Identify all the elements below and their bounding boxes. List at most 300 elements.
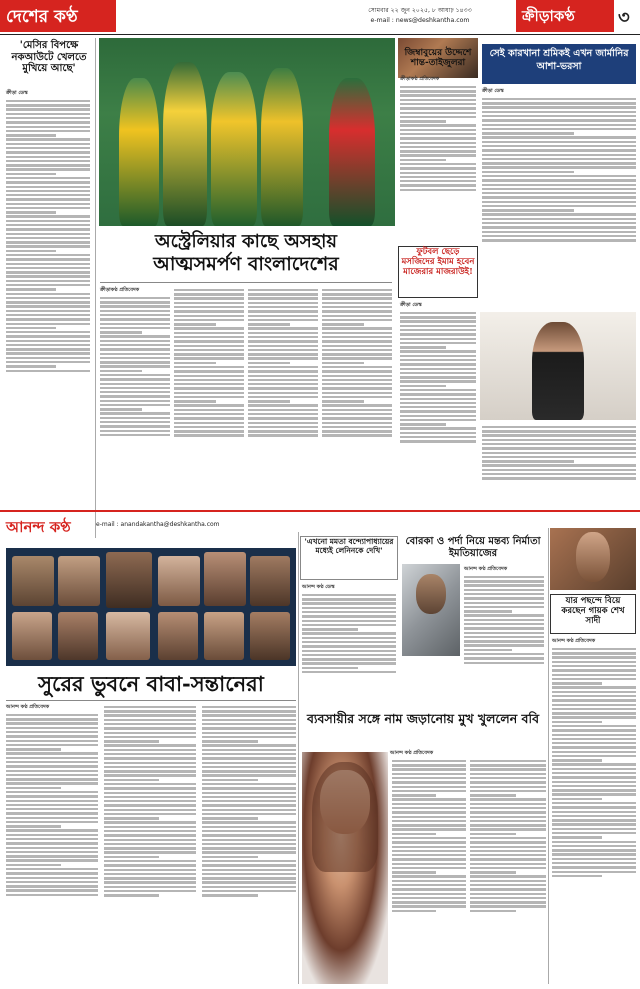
text-line: [552, 819, 636, 821]
text-line: [470, 760, 546, 762]
text-line: [104, 830, 196, 832]
ent-divider: [548, 528, 549, 984]
entertainment-section-title: আনন্দ কণ্ঠ: [6, 518, 71, 536]
footballer-figure: [532, 322, 584, 420]
text-line: [392, 884, 466, 886]
text-line: [552, 708, 636, 710]
text-line: [174, 289, 244, 291]
singer-portrait: [158, 612, 198, 660]
entertainment-email: e-mail : anandakantha@deshkantha.com: [96, 521, 220, 528]
text-line: [6, 250, 56, 252]
text-line: [104, 792, 196, 794]
text-line: [322, 349, 392, 351]
text-line: [6, 293, 90, 295]
text-line: [202, 886, 296, 888]
business-body-col1: [392, 758, 466, 984]
text-line: [6, 770, 98, 772]
text-line: [482, 124, 636, 126]
text-line: [6, 787, 61, 789]
text-line: [6, 271, 90, 273]
text-line: [174, 340, 244, 342]
text-line: [470, 764, 546, 766]
text-line: [400, 163, 476, 165]
text-line: [104, 813, 196, 815]
text-line: [470, 777, 546, 779]
text-line: [482, 213, 636, 215]
main-body-col1: [100, 295, 170, 505]
text-line: [302, 658, 396, 660]
text-line: [104, 749, 196, 751]
text-line: [6, 877, 98, 879]
singer-portrait: [58, 612, 98, 660]
business-body-col2: [470, 758, 546, 984]
text-line: [400, 436, 476, 438]
zimbabwe-body: [400, 84, 476, 240]
text-line: [400, 350, 476, 352]
text-line: [400, 359, 476, 361]
text-line: [400, 112, 476, 114]
text-line: [464, 640, 544, 642]
text-line: [322, 293, 392, 295]
text-line: [392, 880, 466, 882]
text-line: [6, 361, 90, 363]
text-line: [248, 293, 318, 295]
text-line: [392, 910, 436, 912]
text-line: [470, 794, 516, 796]
germany-headline-box: [482, 44, 636, 84]
text-line: [464, 610, 512, 612]
text-line: [174, 422, 244, 424]
text-line: [6, 177, 90, 179]
text-line: [100, 387, 170, 389]
text-line: [100, 370, 142, 372]
text-line: [552, 738, 636, 740]
text-line: [174, 353, 244, 355]
text-line: [464, 636, 544, 638]
text-line: [302, 654, 396, 656]
text-line: [552, 768, 636, 770]
text-line: [482, 239, 636, 241]
text-line: [174, 332, 244, 334]
text-line: [248, 434, 318, 436]
text-line: [6, 104, 90, 106]
text-line: [202, 796, 296, 798]
text-line: [470, 768, 546, 770]
text-line: [482, 469, 636, 471]
text-line: [104, 736, 196, 738]
text-line: [464, 619, 544, 621]
text-line: [392, 893, 466, 895]
text-line: [6, 314, 90, 316]
text-line: [6, 198, 90, 200]
text-line: [248, 302, 318, 304]
text-line: [482, 209, 574, 211]
text-line: [6, 117, 90, 119]
text-line: [552, 763, 636, 765]
text-line: [470, 858, 546, 860]
text-line: [202, 792, 296, 794]
text-line: [202, 732, 296, 734]
entertainment-main-headline: সুরের ভুবনে বাবা-সন্তানেরা: [38, 671, 264, 696]
text-line: [104, 817, 159, 819]
text-line: [202, 851, 296, 853]
text-line: [174, 327, 244, 329]
text-line: [400, 415, 476, 417]
text-line: [392, 841, 466, 843]
text-line: [400, 406, 476, 408]
text-line: [6, 851, 98, 853]
text-line: [482, 464, 636, 466]
text-line: [470, 828, 546, 830]
wedding-byline: আনন্দ কণ্ঠ প্রতিবেদক: [552, 638, 596, 644]
text-line: [6, 254, 90, 256]
text-line: [248, 409, 318, 411]
text-line: [552, 798, 602, 800]
text-line: [322, 375, 392, 377]
entertainment-main-col3: [202, 704, 296, 984]
text-line: [6, 889, 98, 891]
text-line: [100, 361, 170, 363]
text-line: [464, 649, 512, 651]
text-line: [400, 312, 476, 314]
text-line: [202, 890, 296, 892]
text-line: [104, 770, 196, 772]
text-line: [392, 768, 466, 770]
text-line: [174, 362, 216, 364]
text-line: [322, 430, 392, 432]
text-line: [322, 417, 392, 419]
football-body-2: [482, 424, 636, 506]
text-line: [202, 826, 296, 828]
text-line: [174, 434, 244, 436]
text-line: [552, 729, 636, 731]
text-line: [248, 426, 318, 428]
text-line: [482, 179, 636, 181]
text-line: [400, 142, 476, 144]
text-line: [470, 880, 546, 882]
text-line: [248, 310, 318, 312]
text-line: [104, 869, 196, 871]
main-byline: ক্রীড়াকণ্ঠ প্রতিবেদক: [100, 287, 140, 293]
text-line: [104, 787, 196, 789]
text-line: [248, 332, 318, 334]
text-line: [104, 774, 196, 776]
main-headline-line2: আত্মসমর্পণ বাংলাদেশের: [153, 253, 339, 275]
ent-divider: [298, 532, 299, 984]
text-line: [392, 863, 466, 865]
sheikh-sadi-face: [576, 532, 610, 582]
text-line: [470, 850, 546, 852]
text-line: [104, 714, 196, 716]
text-line: [552, 785, 636, 787]
text-line: [6, 881, 98, 883]
text-line: [482, 171, 574, 173]
text-line: [392, 807, 466, 809]
text-line: [552, 746, 636, 748]
text-line: [400, 427, 476, 429]
text-line: [322, 426, 392, 428]
text-line: [248, 353, 318, 355]
text-line: [6, 147, 90, 149]
text-line: [470, 854, 546, 856]
text-line: [202, 706, 296, 708]
text-line: [6, 186, 90, 188]
text-line: [552, 772, 636, 774]
text-line: [100, 297, 170, 299]
text-line: [322, 413, 392, 415]
text-line: [552, 742, 636, 744]
text-line: [392, 777, 466, 779]
text-line: [6, 744, 98, 746]
text-line: [400, 172, 476, 174]
text-line: [392, 790, 466, 792]
text-line: [302, 598, 396, 600]
text-line: [104, 766, 196, 768]
messi-body: [6, 98, 90, 496]
text-line: [100, 348, 170, 350]
text-line: [392, 833, 436, 835]
singer-portrait: [250, 612, 290, 660]
text-line: [6, 173, 56, 175]
text-line: [482, 188, 636, 190]
text-line: [400, 419, 476, 421]
text-line: [100, 310, 170, 312]
text-line: [302, 620, 396, 622]
text-line: [392, 867, 466, 869]
issue-date: সোমবার ২২ জুন ২০২৫, ৮ আষাঢ় ১৪৩৩: [368, 7, 472, 14]
text-line: [400, 124, 476, 126]
text-line: [248, 340, 318, 342]
text-line: [392, 760, 466, 762]
text-line: [400, 320, 476, 322]
text-line: [400, 410, 476, 412]
text-line: [104, 740, 159, 742]
text-line: [6, 752, 98, 754]
text-line: [482, 477, 636, 479]
player-figure: [261, 68, 303, 226]
text-line: [6, 280, 90, 282]
text-line: [100, 378, 170, 380]
text-line: [6, 774, 98, 776]
text-line: [6, 160, 90, 162]
text-line: [400, 103, 476, 105]
text-line: [464, 623, 544, 625]
text-line: [6, 748, 61, 750]
text-line: [400, 129, 476, 131]
text-line: [104, 809, 196, 811]
text-line: [6, 872, 98, 874]
imtiaz-photo: [402, 564, 460, 656]
text-line: [552, 704, 636, 706]
text-line: [104, 843, 196, 845]
text-line: [6, 761, 98, 763]
text-line: [552, 669, 636, 671]
text-line: [400, 146, 476, 148]
text-line: [552, 849, 636, 851]
text-line: [400, 189, 476, 191]
text-line: [322, 315, 392, 317]
text-line: [302, 624, 396, 626]
mamata-byline: আনন্দ কণ্ঠ ডেস্ক: [302, 584, 335, 590]
text-line: [104, 877, 196, 879]
text-line: [482, 192, 636, 194]
text-line: [174, 310, 244, 312]
text-line: [400, 325, 476, 327]
text-line: [6, 859, 98, 861]
text-line: [6, 138, 90, 140]
text-line: [400, 368, 476, 370]
text-line: [174, 319, 244, 321]
text-line: [400, 86, 476, 88]
text-line: [552, 862, 636, 864]
text-line: [470, 807, 546, 809]
text-line: [400, 380, 476, 382]
text-line: [174, 396, 244, 398]
text-line: [470, 871, 516, 873]
text-line: [6, 757, 98, 759]
text-line: [482, 128, 636, 130]
text-line: [202, 753, 296, 755]
text-line: [322, 327, 392, 329]
text-line: [400, 154, 476, 156]
text-line: [202, 710, 296, 712]
footballer-photo: [480, 312, 636, 420]
text-line: [552, 781, 636, 783]
text-line: [104, 851, 196, 853]
newspaper-title: দেশের কণ্ঠ: [6, 7, 78, 27]
text-line: [392, 794, 436, 796]
entertainment-main-col1: [6, 712, 98, 984]
singer-portrait: [158, 556, 200, 606]
zimbabwe-byline: ক্রীড়াকণ্ঠ প্রতিবেদক: [400, 76, 440, 82]
text-line: [482, 231, 636, 233]
text-line: [248, 387, 318, 389]
text-line: [100, 301, 170, 303]
text-line: [104, 839, 196, 841]
text-line: [100, 331, 142, 333]
text-line: [100, 327, 170, 329]
text-line: [400, 137, 476, 139]
text-line: [6, 301, 90, 303]
text-line: [400, 423, 446, 425]
text-line: [6, 233, 90, 235]
text-line: [470, 910, 516, 912]
text-line: [6, 855, 98, 857]
text-line: [552, 806, 636, 808]
text-line: [174, 336, 244, 338]
text-line: [470, 867, 546, 869]
text-line: [104, 783, 196, 785]
text-line: [6, 722, 98, 724]
text-line: [400, 176, 476, 178]
text-line: [202, 864, 296, 866]
text-line: [392, 798, 466, 800]
text-line: [202, 834, 296, 836]
text-line: [400, 150, 476, 152]
text-line: [470, 846, 546, 848]
text-line: [100, 391, 170, 393]
text-line: [552, 661, 636, 663]
text-line: [400, 376, 476, 378]
mamata-body: [302, 592, 396, 710]
text-line: [174, 345, 244, 347]
text-line: [302, 594, 396, 596]
text-line: [400, 167, 476, 169]
text-line: [482, 106, 636, 108]
text-line: [104, 856, 159, 858]
text-line: [482, 196, 636, 198]
text-line: [248, 319, 318, 321]
text-line: [322, 404, 392, 406]
text-line: [100, 425, 170, 427]
text-line: [552, 811, 636, 813]
text-line: [552, 716, 636, 718]
text-line: [470, 875, 546, 877]
text-line: [400, 333, 476, 335]
text-line: [174, 383, 244, 385]
text-line: [6, 731, 98, 733]
text-line: [302, 650, 396, 652]
actress-bobby-photo: [302, 752, 388, 984]
text-line: [248, 404, 318, 406]
text-line: [202, 856, 258, 858]
text-line: [248, 306, 318, 308]
player-figure: [211, 72, 257, 226]
text-line: [6, 800, 98, 802]
text-line: [174, 349, 244, 351]
text-line: [104, 864, 196, 866]
text-line: [470, 816, 546, 818]
text-line: [470, 888, 546, 890]
text-line: [470, 790, 546, 792]
text-line: [470, 837, 546, 839]
text-line: [100, 395, 170, 397]
text-line: [6, 164, 90, 166]
text-line: [470, 773, 546, 775]
main-headline-rule: [100, 282, 392, 283]
text-line: [302, 628, 358, 630]
text-line: [470, 803, 546, 805]
imtiaz-face: [416, 574, 446, 614]
text-line: [464, 627, 544, 629]
text-line: [322, 340, 392, 342]
text-line: [322, 400, 364, 402]
text-line: [174, 392, 244, 394]
text-line: [392, 871, 436, 873]
text-line: [482, 447, 636, 449]
text-line: [552, 734, 636, 736]
text-line: [392, 850, 466, 852]
text-line: [482, 205, 636, 207]
text-line: [202, 821, 296, 823]
text-line: [174, 323, 216, 325]
text-line: [6, 340, 90, 342]
text-line: [248, 417, 318, 419]
section-divider: [0, 510, 640, 512]
text-line: [248, 430, 318, 432]
text-line: [104, 753, 196, 755]
text-line: [470, 811, 546, 813]
text-line: [322, 336, 392, 338]
text-line: [174, 404, 244, 406]
main-headline-line1: অস্ট্রেলিয়ার কাছে অসহায়: [155, 231, 337, 252]
text-line: [100, 434, 170, 436]
text-line: [552, 686, 636, 688]
text-line: [104, 873, 196, 875]
text-line: [482, 98, 636, 100]
text-line: [100, 318, 170, 320]
text-line: [392, 824, 466, 826]
